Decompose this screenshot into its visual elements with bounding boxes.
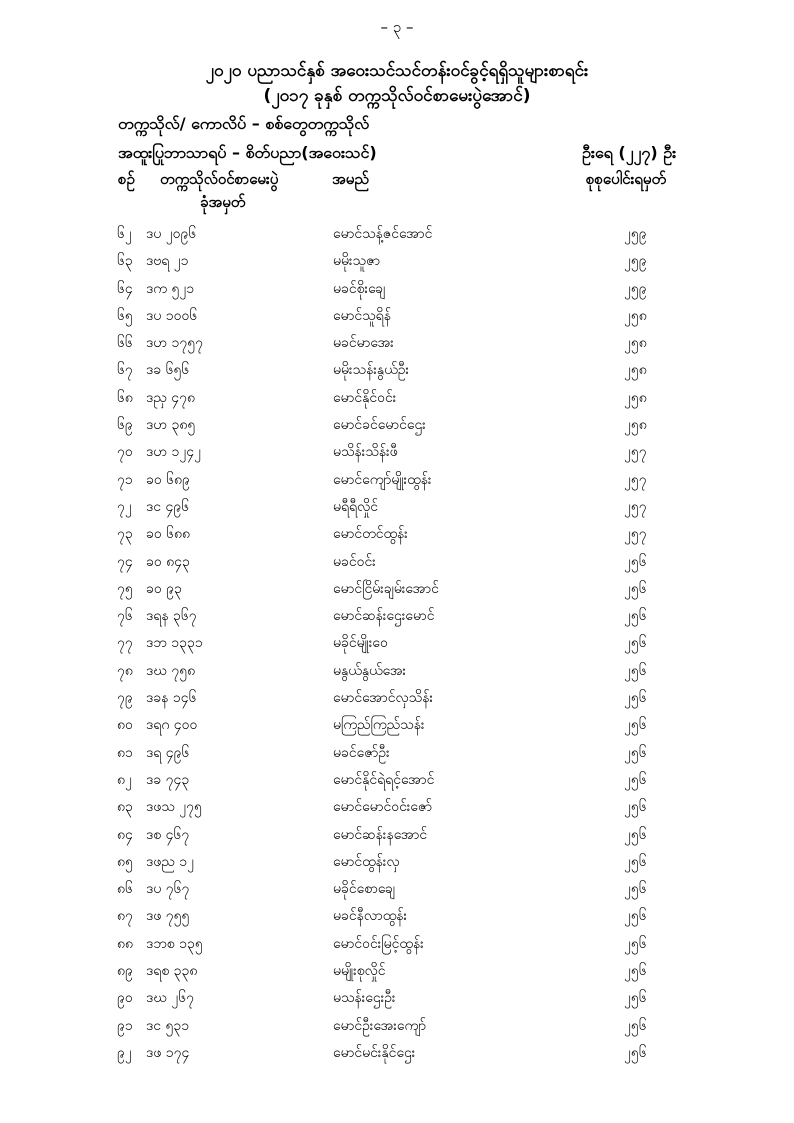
row-no: ၉၂ [117, 1044, 132, 1061]
row-marks: ၂၅၉ [624, 253, 647, 270]
table-row [0, 386, 794, 413]
row-name: မခိုင်မျိုးဝေ [333, 635, 388, 652]
row-no: ၈၈ [117, 935, 133, 952]
row-roll: ဒစ ၄၆၇ [146, 826, 190, 843]
row-marks: ၂၅၆ [624, 935, 647, 952]
table-row [0, 522, 794, 549]
row-roll: ဒပ ၇၆၇ [146, 881, 190, 898]
table-row [0, 304, 794, 331]
table-row [0, 331, 794, 358]
row-roll: ခဝ ၆၈၉ [146, 471, 190, 488]
row-roll: ဒရန ၃၆၇ [146, 608, 197, 625]
row-no: ၆၈ [117, 389, 133, 406]
row-name: မောင်သူရိန် [333, 307, 391, 324]
row-marks: ၂၅၉ [624, 280, 647, 297]
row-no: ၈၁ [117, 744, 133, 761]
row-name: မမိုးသူဇာ [333, 253, 381, 270]
row-name: မောင်ထွန်းလှ [333, 853, 400, 870]
row-no: ၇၁ [117, 471, 133, 488]
row-name: မခင်နီလာထွန်း [333, 908, 408, 925]
row-roll: ဒဖ ၁၇၄ [146, 1044, 190, 1061]
table-row [0, 713, 794, 740]
row-name: မောင်နိုင်ရဲရင့်အောင် [333, 771, 435, 788]
row-no: ၇၃ [117, 526, 133, 543]
row-roll: ဒခ ၇၄၃ [146, 771, 190, 788]
row-marks: ၂၅၆ [624, 1044, 647, 1061]
row-marks: ၂၅၆ [624, 744, 647, 761]
row-marks: ၂၅၈ [624, 389, 647, 406]
table-row [0, 1014, 794, 1041]
row-roll: ဒဃ ၇၅၈ [146, 662, 196, 679]
row-roll: ဒဟ ၃၈၅ [146, 417, 196, 434]
row-marks: ၂၅၆ [624, 990, 647, 1007]
row-no: ၈၃ [117, 799, 133, 816]
row-marks: ၂၅၉ [624, 226, 647, 242]
row-no: ၆၅ [117, 307, 133, 324]
table-row [0, 577, 794, 604]
row-marks: ၂၅၆ [624, 662, 647, 679]
row-roll: ဒဘစ ၁၃၅ [146, 935, 203, 952]
row-name: မမျိုးစုလှိုင် [333, 963, 386, 980]
table-row [0, 550, 794, 577]
row-roll: ဒပ ၁၀၀၆ [146, 307, 198, 324]
column-header-roll-line2: ခုံအမှတ် [200, 193, 246, 211]
table-row [0, 277, 794, 304]
row-marks: ၂၅၆ [624, 826, 647, 843]
table-row [0, 631, 794, 658]
row-roll: ဒခန ၁၄၆ [146, 690, 197, 707]
row-marks: ၂၅၆ [624, 853, 647, 870]
row-no: ၆၆ [117, 335, 133, 352]
row-marks: ၂၅၈ [624, 417, 647, 434]
table-row [0, 904, 794, 931]
table-row [0, 986, 794, 1013]
table-row [0, 686, 794, 713]
row-name: မောင်ခင်မောင်ဌေး [333, 417, 426, 434]
row-no: ၈၉ [117, 963, 133, 980]
row-no: ၈၅ [117, 853, 133, 870]
row-marks: ၂၅၆ [624, 690, 647, 707]
student-count-label: ဦးရေ (၂၂၇) ဦး [582, 143, 677, 162]
row-marks: ၂၅၆ [624, 717, 647, 734]
page-number: – ၃ – [380, 18, 414, 36]
row-name: မောင်ငြိမ်းချမ်းအောင် [333, 580, 439, 597]
row-roll: ဒဖ ၇၅၅ [146, 908, 190, 925]
row-marks: ၂၅၈ [624, 362, 647, 379]
row-marks: ၂၅၈ [624, 335, 647, 352]
row-roll: ခဝ ၉၃ [146, 580, 182, 597]
row-marks: ၂၅၆ [624, 799, 647, 816]
table-row [0, 413, 794, 440]
row-marks: ၂၅၆ [624, 908, 647, 925]
row-no: ၇၇ [117, 635, 133, 652]
row-no: ၇၄ [117, 553, 133, 570]
row-marks: ၂၅၇ [624, 498, 647, 515]
row-name: မောင်သန့်ဇင်အောင် [333, 226, 433, 242]
university-label: တက္ကသိုလ်/ ကောလိပ် – စစ်တွေတက္ကသိုလ် [118, 114, 370, 133]
row-name: မခင်စိုးချေ [333, 280, 386, 297]
row-no: ၇၆ [117, 608, 133, 625]
row-name: မနွယ်နွယ်အေး [333, 662, 407, 679]
row-roll: ဒဖည ၁၂ [146, 853, 195, 870]
table-row [0, 932, 794, 959]
major-subject-label: အထူးပြုဘာသာရပ် – စိတ်ပညာ(အဝေးသင်) [118, 143, 377, 162]
table-row [0, 358, 794, 385]
row-roll: ဒဟ ၁၇၅၇ [146, 335, 203, 352]
row-marks: ၂၅၆ [624, 635, 647, 652]
table-row [0, 959, 794, 986]
table-row [0, 249, 794, 276]
row-name: မခင်ဇော်ဦး [333, 744, 390, 761]
row-roll: ဒရစ ၃၃၈ [146, 963, 198, 980]
column-header-no: စဉ် [118, 170, 135, 188]
document-title: ၂၀၂၀ ပညာသင်နှစ် အဝေးသင်သင်တန်းဝင်ခွင့်ရရှိသူများစာရင်း [205, 61, 589, 81]
table-row [0, 877, 794, 904]
row-no: ၆၇ [117, 362, 133, 379]
row-no: ၆၄ [117, 280, 133, 297]
row-roll: ဒဃ ၂၆၇ [146, 990, 195, 1007]
row-name: မောင်ကျော်မျိုးထွန်း [333, 471, 432, 488]
row-name: မကြည်ကြည်သန်း [333, 717, 425, 734]
row-no: ၈၆ [117, 881, 133, 898]
row-name: မောင်ဝင်းမြင့်ထွန်း [333, 935, 424, 952]
row-name: မောင်အောင်လှသိန်း [333, 690, 434, 707]
row-no: ၈၂ [117, 771, 132, 788]
row-no: ၇၈ [117, 662, 133, 679]
row-marks: ၂၅၇ [624, 526, 647, 543]
row-name: မခင်ဝင်း [333, 553, 376, 570]
row-no: ၉၀ [117, 990, 133, 1007]
column-header-marks: စုစုပေါင်းရမှတ် [586, 170, 667, 188]
row-roll: ဒညှ ၄၇၈ [146, 389, 196, 406]
row-marks: ၂၅၆ [624, 963, 647, 980]
table-row [0, 604, 794, 631]
table-row [0, 468, 794, 495]
row-marks: ၂၅၆ [624, 771, 647, 788]
row-marks: ၂၅၇ [624, 444, 647, 461]
row-roll: ဒရ ၄၉၆ [146, 744, 190, 761]
table-row [0, 823, 794, 850]
row-name: မသိန်းသိန်းဖီ [333, 444, 398, 461]
row-roll: ဒပ ၂၀၉၆ [146, 226, 197, 242]
row-name: မောင်နိုင်ဝင်း [333, 389, 397, 406]
table-row [0, 440, 794, 467]
row-no: ၈၀ [117, 717, 133, 734]
row-name: မောင်ဆန်းဌေးမောင် [333, 608, 435, 625]
table-row [0, 1041, 794, 1068]
row-name: မမိုးသန်းနွယ်ဦး [333, 362, 410, 379]
row-marks: ၂၅၆ [624, 1017, 647, 1034]
row-roll: ဒဘ ၁၃၃၁ [146, 635, 203, 652]
row-no: ၈၇ [117, 908, 133, 925]
table-row [0, 495, 794, 522]
table-row [0, 795, 794, 822]
row-marks: ၂၅၆ [624, 553, 647, 570]
row-roll: ဒခ ၆၅၆ [146, 362, 190, 379]
row-no: ၆၃ [117, 253, 133, 270]
column-header-roll: တက္ကသိုလ်ဝင်စာမေးပွဲ [160, 170, 279, 188]
row-no: ၈၄ [117, 826, 133, 843]
column-header-name: အမည် [332, 170, 369, 188]
table-row [0, 850, 794, 877]
row-name: မသန်းဌေးဦး [333, 990, 396, 1007]
row-name: မောင်မင်းနိုင်ဌေး [333, 1044, 416, 1061]
document-subtitle: (၂၀၁၇ ခုနှစ် တက္ကသိုလ်ဝင်စာမေးပွဲအောင်) [263, 86, 531, 106]
row-name: မောင်ဆန်းနအောင် [333, 826, 428, 843]
row-no: ၇၂ [117, 498, 132, 515]
row-roll: ခဝ ၈၄၃ [146, 553, 190, 570]
row-roll: ဒရဂ ၄၀၀ [146, 717, 198, 734]
table-row [0, 768, 794, 795]
student-list [0, 222, 794, 1068]
row-no: ၆၂ [117, 226, 132, 242]
row-no: ၆၉ [117, 417, 133, 434]
row-roll: ဒဟ ၁၂၄၂ [146, 444, 201, 461]
table-row [0, 741, 794, 768]
table-row [0, 659, 794, 686]
row-roll: ဒင ၅၃၁ [146, 1017, 190, 1034]
row-roll: ဒက ၅၂၁ [146, 280, 195, 297]
row-no: ၉၁ [117, 1017, 133, 1034]
row-no: ၇၅ [117, 580, 133, 597]
row-marks: ၂၅၆ [624, 580, 647, 597]
row-roll: ခဝ ၆၈၈ [146, 526, 191, 543]
row-no: ၇၀ [117, 444, 133, 461]
row-roll: ဒင ၄၉၆ [146, 498, 190, 515]
row-name: မောင်ဦးအေးကျော် [333, 1017, 427, 1034]
row-roll: ဒဖသ ၂၇၅ [146, 799, 202, 816]
row-roll: ဒဗရ ၂၁ [146, 253, 189, 270]
row-marks: ၂၅၈ [624, 307, 647, 324]
row-marks: ၂၅၆ [624, 881, 647, 898]
row-name: မောင်တင်ထွန်း [333, 526, 408, 543]
row-marks: ၂၅၇ [624, 471, 647, 488]
row-marks: ၂၅၆ [624, 608, 647, 625]
row-name: မခိုင်စောချေ [333, 881, 396, 898]
row-name: မရီရီလှိုင် [333, 498, 378, 515]
row-name: မောင်မောင်ဝင်းဇော် [333, 799, 433, 816]
table-row [0, 222, 794, 249]
row-name: မခင်မာအေး [333, 335, 394, 352]
row-no: ၇၉ [117, 690, 133, 707]
